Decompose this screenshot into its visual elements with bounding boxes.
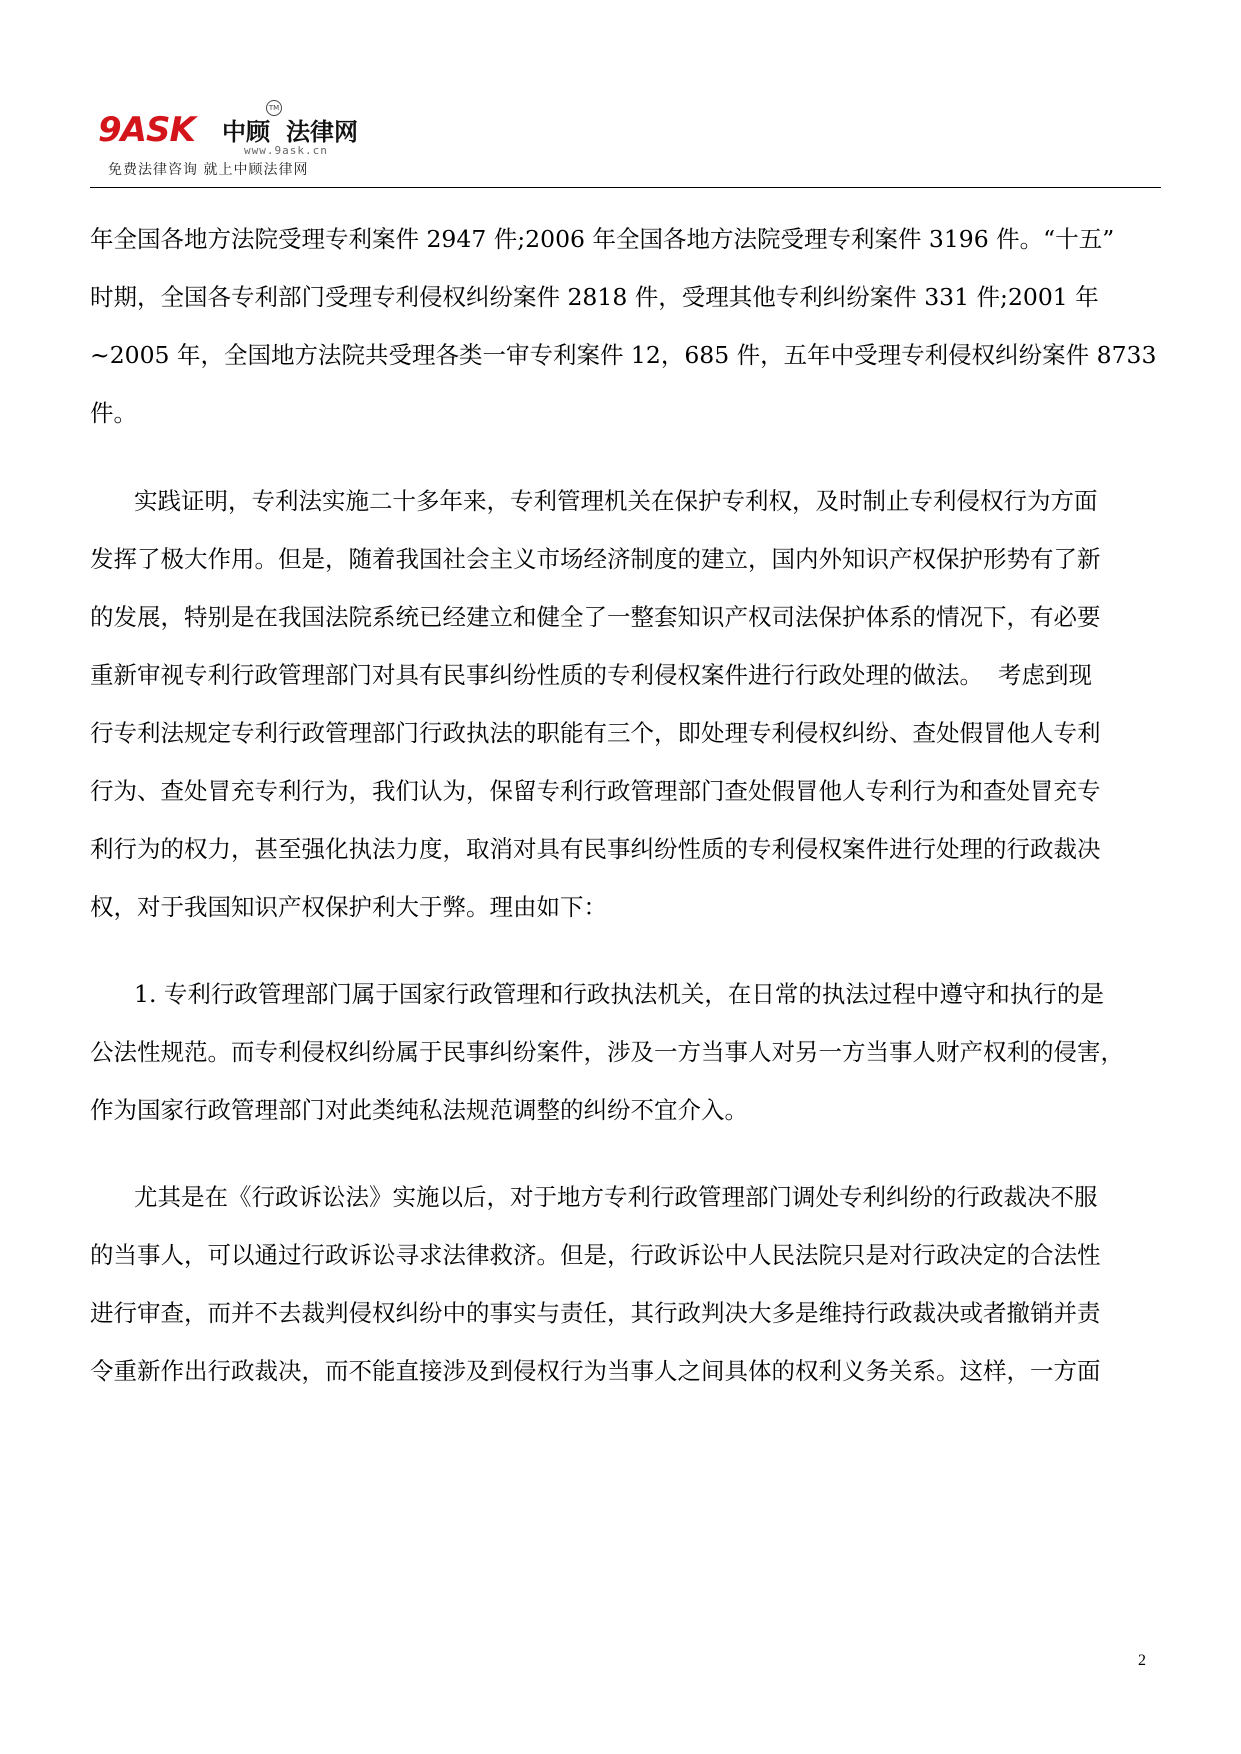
paragraph-line: 发挥了极大作用。但是，随着我国社会主义市场经济制度的建立，国内外知识产权保护形势有了新 [90,545,1101,573]
header-divider [90,187,1161,188]
paragraph-line: 行专利法规定专利行政管理部门行政执法的职能有三个，即处理专利侵权纠纷、查处假冒他人专利 [90,719,1101,747]
paragraph-line: 公法性规范。而专利侵权纠纷属于民事纠纷案件，涉及一方当事人对另一方当事人财产权利的侵害， [90,1038,1124,1066]
paragraph-line: 件。 [90,399,137,427]
paragraph-line: 实践证明，专利法实施二十多年来，专利管理机关在保护专利权，及时制止专利侵权行为方面 [134,487,1098,515]
paragraph-line: 尤其是在《行政诉讼法》实施以后，对于地方专利行政管理部门调处专利纠纷的行政裁决不服 [134,1183,1098,1211]
logo-site-name: 法律网 [286,118,358,146]
paragraph-line: 作为国家行政管理部门对此类纯私法规范调整的纠纷不宜介入。 [90,1096,748,1124]
paragraph-line: 的当事人，可以通过行政诉讼寻求法律救济。但是，行政诉讼中人民法院只是对行政决定的合法性 [90,1241,1101,1269]
paragraph-line: ~2005 年，全国地方法院共受理各类一审专利案件 12，685 件，五年中受理专利侵权纠纷案件 8733 [90,341,1157,369]
logo-url: www.9ask.cn [244,144,328,157]
page-number: 2 [1138,1652,1146,1669]
paragraph-line: 年全国各地方法院受理专利案件 2947 件;2006 年全国各地方法院受理专利案件 3196 件。“十五” [90,225,1115,253]
paragraph-line: 令重新作出行政裁决，而不能直接涉及到侵权行为当事人之间具体的权利义务关系。这样，一方面 [90,1357,1101,1385]
paragraph-line: 1. 专利行政管理部门属于国家行政管理和行政执法机关，在日常的执法过程中遵守和执行的是 [134,980,1104,1008]
paragraph-line: 时期，全国各专利部门受理专利侵权纠纷案件 2818 件，受理其他专利纠纷案件 331 件;2001 年 [90,283,1099,311]
paragraph-line: 行为、查处冒充专利行为，我们认为，保留专利行政管理部门查处假冒他人专利行为和查处冒充专 [90,777,1101,805]
paragraph-line: 权，对于我国知识产权保护利大于弊。理由如下： [90,893,607,921]
paragraph-line: 进行审查，而并不去裁判侵权纠纷中的事实与责任，其行政判决大多是维持行政裁决或者撤销并责 [90,1299,1101,1327]
paragraph-line: 重新审视专利行政管理部门对具有民事纠纷性质的专利侵权案件进行行政处理的做法。 考虑到现 [90,661,1092,689]
site-logo[interactable] [98,100,458,160]
logo-mark: 9ASK [98,110,195,150]
page-header [90,82,1160,187]
logo-brand: 中顾 [222,118,270,146]
trademark-icon: TM [266,100,282,116]
paragraph-line: 的发展，特别是在我国法院系统已经建立和健全了一整套知识产权司法保护体系的情况下，有必要 [90,603,1101,631]
header-slogan: 免费法律咨询 就上中顾法律网 [108,162,309,178]
paragraph-line: 利行为的权力，甚至强化执法力度，取消对具有民事纠纷性质的专利侵权案件进行处理的行政裁决 [90,835,1101,863]
